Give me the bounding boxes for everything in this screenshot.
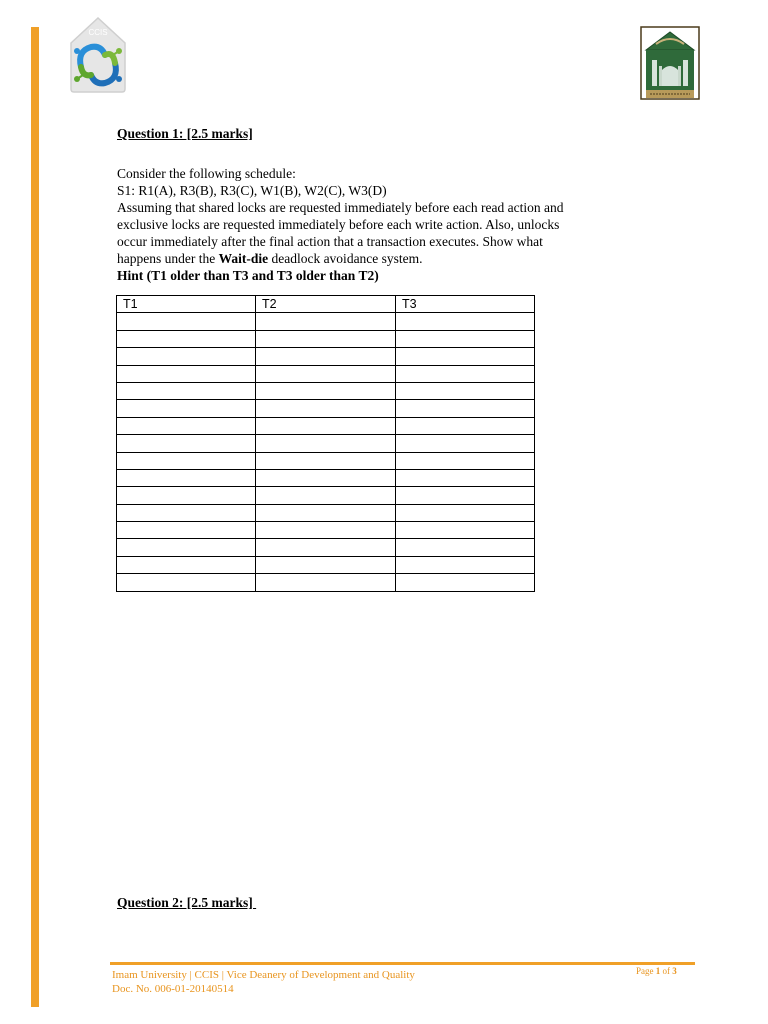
table-cell [256, 400, 396, 417]
table-cell [117, 452, 256, 469]
table-cell [396, 330, 535, 347]
table-cell [396, 400, 535, 417]
footer-info [112, 968, 415, 996]
table-cell [256, 435, 396, 452]
table-cell [117, 556, 256, 573]
paragraph-line-4-post: deadlock avoidance system. [268, 251, 423, 266]
table-row [117, 522, 535, 539]
table-cell [117, 330, 256, 347]
table-header-t3: T3 [396, 296, 535, 313]
table-cell [396, 348, 535, 365]
table-cell [396, 539, 535, 556]
table-cell [396, 522, 535, 539]
table-header-t2: T2 [256, 296, 396, 313]
table-cell [256, 452, 396, 469]
table-cell [256, 487, 396, 504]
page-total: 3 [672, 966, 677, 976]
university-emblem [640, 26, 700, 100]
table-cell [117, 382, 256, 399]
table-row [117, 382, 535, 399]
table-row [117, 330, 535, 347]
footer-institution: Imam University | CCIS | Vice Deanery of Development and Quality [112, 969, 415, 981]
table-cell [396, 469, 535, 486]
table-row [117, 400, 535, 417]
table-row [117, 574, 535, 591]
table-cell [256, 539, 396, 556]
table-cell [117, 348, 256, 365]
table-header-row [117, 296, 535, 313]
table-row [117, 539, 535, 556]
question-1-body [117, 165, 637, 284]
table-cell [256, 348, 396, 365]
table-row [117, 469, 535, 486]
table-header-t1: T1 [117, 296, 256, 313]
table-cell [117, 504, 256, 521]
ccis-logo-text: CCIS [88, 28, 108, 37]
schedule-table [116, 295, 535, 592]
table-row [117, 435, 535, 452]
table-cell [117, 365, 256, 382]
schedule-intro: Consider the following schedule: [117, 166, 296, 181]
table-cell [256, 522, 396, 539]
table-cell [117, 522, 256, 539]
table-cell [396, 365, 535, 382]
paragraph-line-2: exclusive locks are requested immediately before each write action. Also, unlocks [117, 217, 560, 232]
table-cell [396, 556, 535, 573]
table-cell [256, 382, 396, 399]
paragraph-line-4 [117, 250, 637, 267]
table-cell [117, 313, 256, 330]
hint-text: Hint (T1 older than T3 and T3 older than T2) [117, 268, 379, 283]
table-cell [396, 452, 535, 469]
table-cell [256, 330, 396, 347]
table-cell [256, 469, 396, 486]
table-row [117, 313, 535, 330]
table-cell [256, 417, 396, 434]
paragraph-line-4-pre: happens under the [117, 251, 219, 266]
table-cell [256, 365, 396, 382]
wait-die-term: Wait-die [218, 251, 269, 266]
page-prefix: Page [636, 966, 656, 976]
table-cell [117, 574, 256, 591]
page-current: 1 [655, 966, 661, 976]
table-row [117, 365, 535, 382]
table-cell [396, 382, 535, 399]
table-cell [117, 539, 256, 556]
table-cell [117, 417, 256, 434]
table-cell [117, 487, 256, 504]
table-cell [396, 435, 535, 452]
table-cell [256, 313, 396, 330]
table-cell [256, 504, 396, 521]
ccis-logo [67, 15, 129, 95]
table-cell [117, 400, 256, 417]
table-row [117, 487, 535, 504]
footer-divider [110, 962, 695, 965]
table-cell [396, 574, 535, 591]
page-of: of [660, 966, 673, 976]
page-number [636, 966, 677, 976]
table-cell [256, 556, 396, 573]
table-row [117, 452, 535, 469]
left-margin-bar [31, 27, 39, 1007]
paragraph-line-1: Assuming that shared locks are requested immediately before each read action and [117, 200, 564, 215]
table-row [117, 417, 535, 434]
table-row [117, 348, 535, 365]
table-row [117, 504, 535, 521]
question-1-heading: Question 1: [2.5 marks] [117, 126, 253, 141]
schedule-s1: S1: R1(A), R3(B), R3(C), W1(B), W2(C), W3(D) [117, 183, 387, 198]
table-cell [396, 487, 535, 504]
table-cell [396, 504, 535, 521]
table-cell [396, 313, 535, 330]
table-cell [117, 469, 256, 486]
table-cell [117, 435, 256, 452]
table-row [117, 556, 535, 573]
question-2-heading: Question 2: [2.5 marks] [117, 895, 257, 910]
table-cell [256, 574, 396, 591]
paragraph-line-3: occur immediately after the final action that a transaction executes. Show what [117, 234, 543, 249]
footer-doc-number: Doc. No. 006-01-20140514 [112, 983, 234, 995]
table-cell [396, 417, 535, 434]
table-body [117, 313, 535, 591]
